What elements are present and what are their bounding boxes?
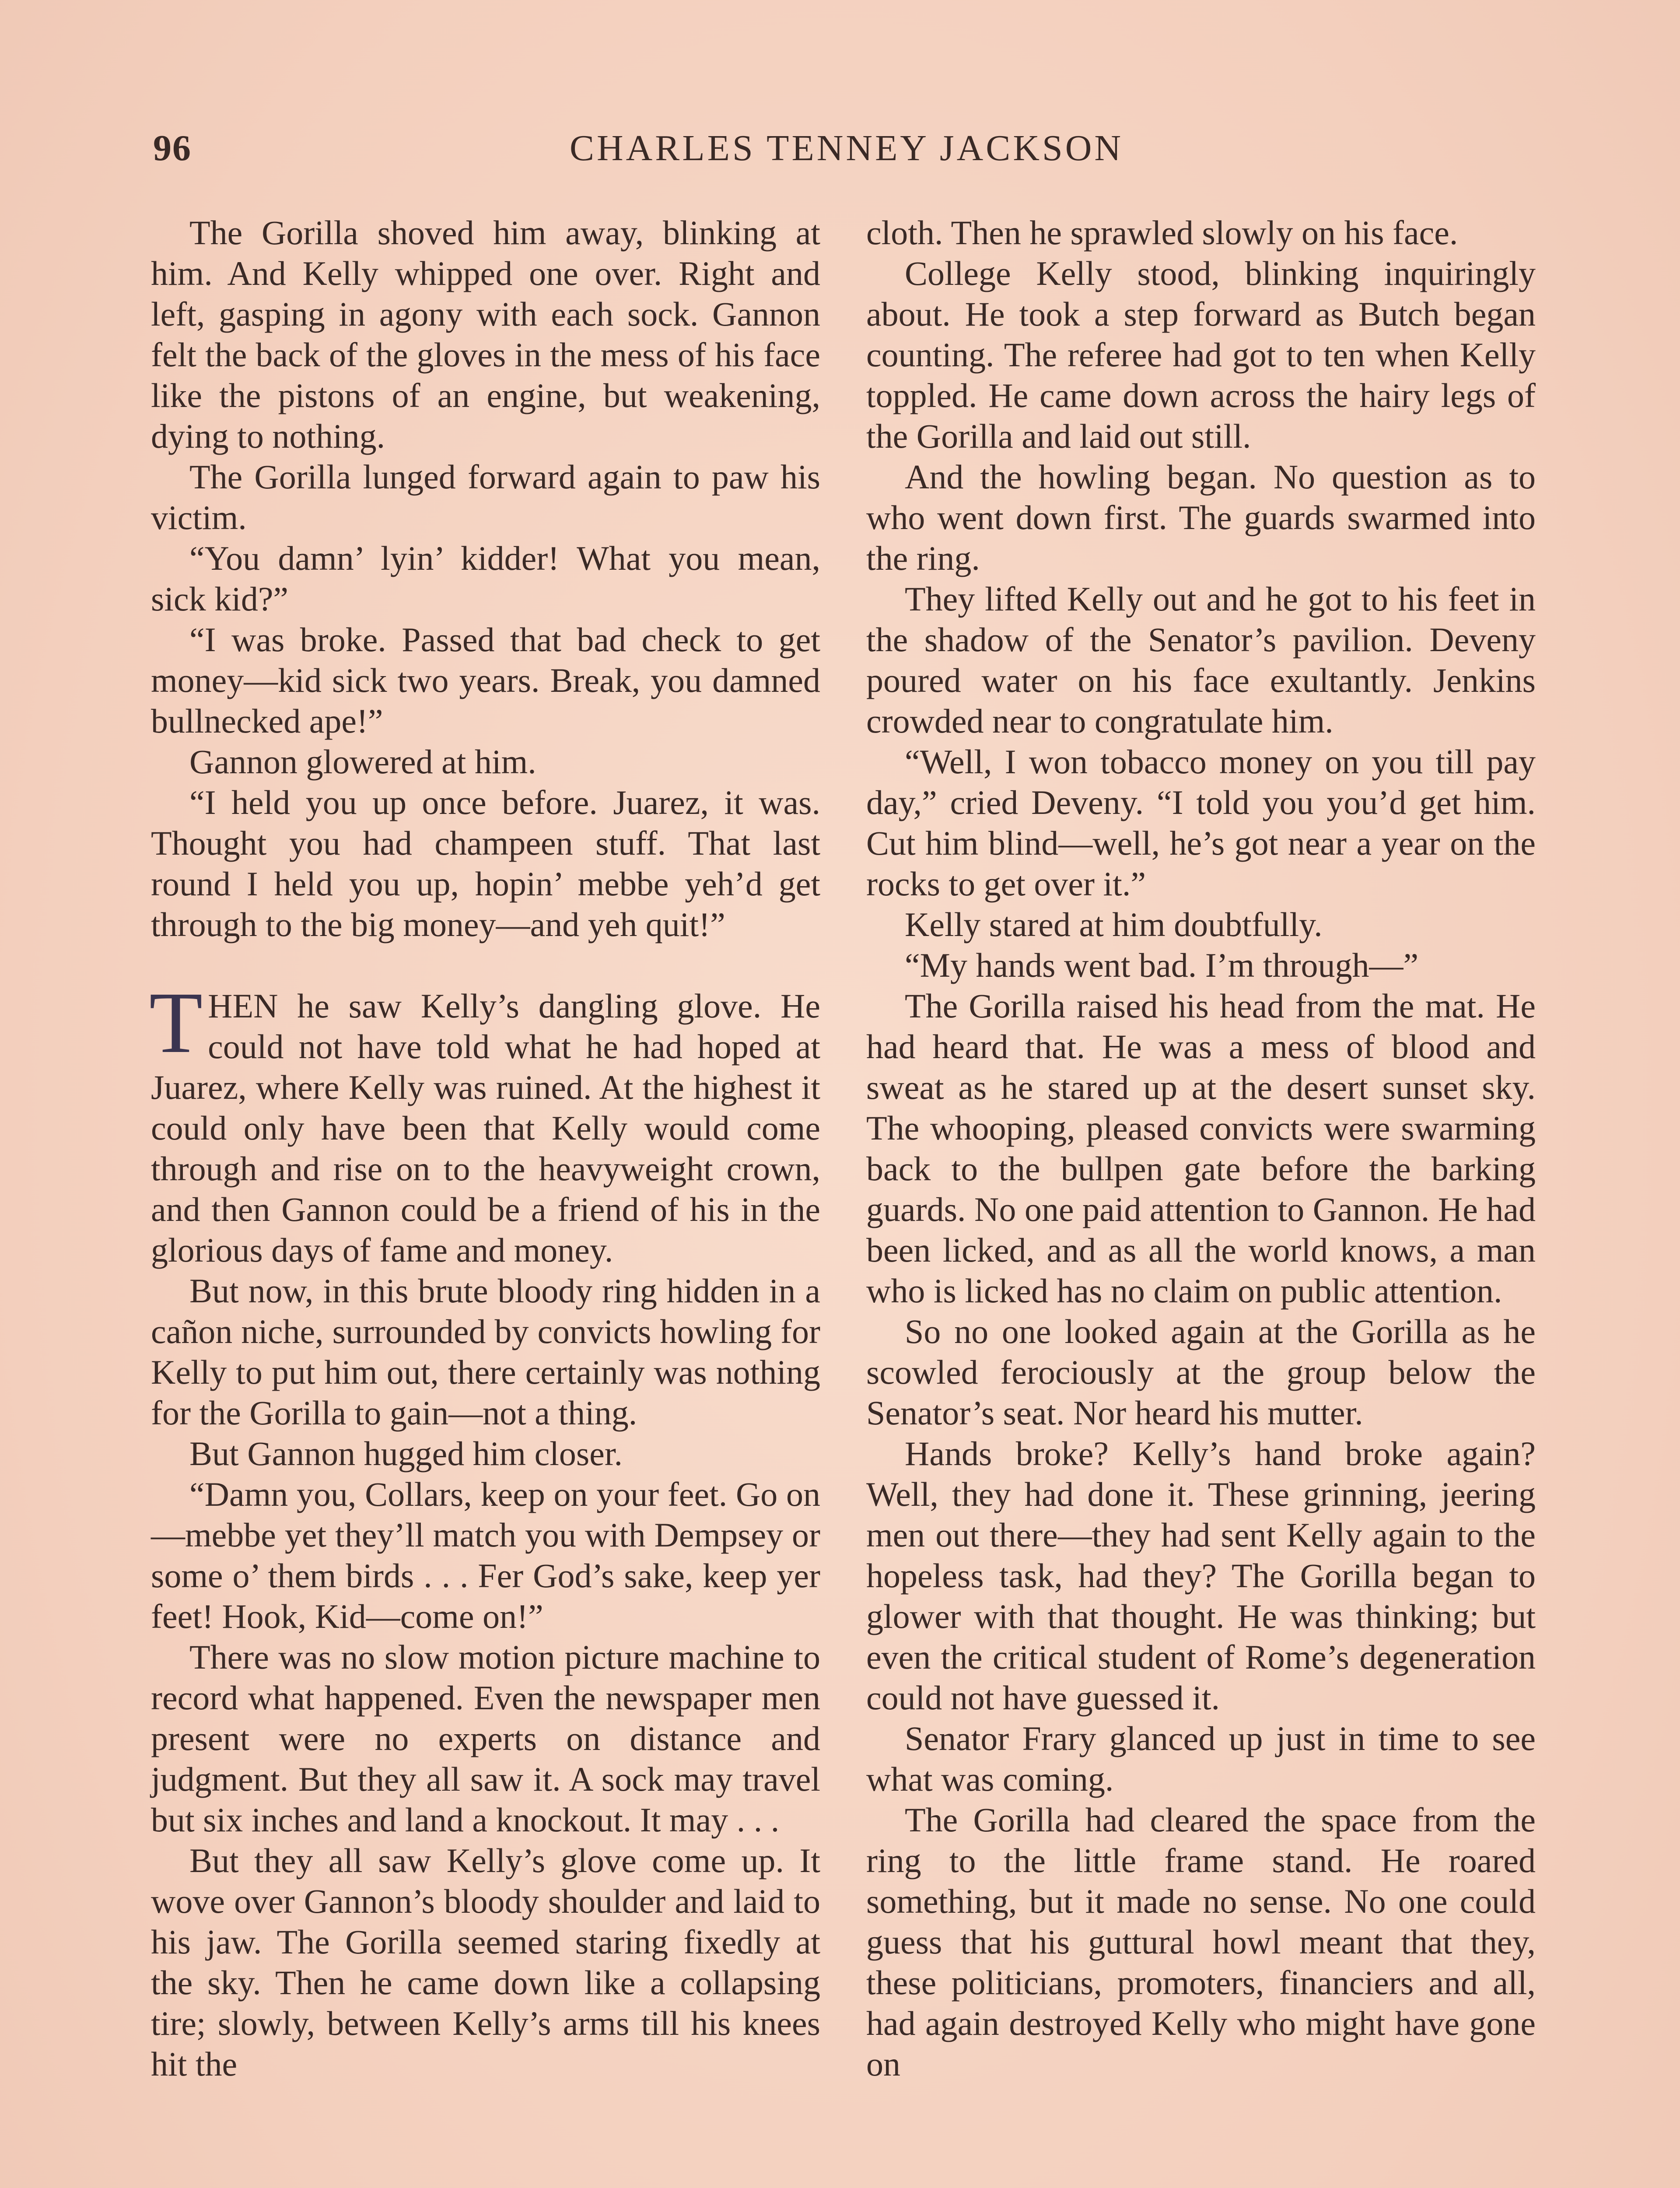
paragraph: But they all saw Kelly’s glove come up. It wove over Gannon’s bloody shoulder and laid to his jaw. The Gorilla seemed staring fixedly at the sky. Then he came down like a collapsing tire; slowly, between Kelly’s arms till his knees hit the (151, 1841, 820, 2083)
section-first-paragraph (149, 975, 820, 1270)
continued-paragraph: cloth. Then he sprawled slowly on his face. (866, 214, 1458, 252)
paragraph: So no one looked again at the Gorilla as he scowled ferociously at the group below the Senator’s seat. Nor heard his mutter. (866, 1312, 1536, 1432)
running-head (153, 127, 1540, 179)
paragraph: “I was broke. Passed that bad check to get money—kid sick two years. Break, you damned bullnecked ape!” (151, 621, 820, 740)
drop-cap: T (149, 975, 203, 1071)
page-number: 96 (153, 128, 192, 168)
paragraph: “Damn you, Collars, keep on your feet. Go on—mebbe yet they’ll match you with Dempsey or some o’ them birds . . . Fer God’s sake, keep yer feet! Hook, Kid—come on!” (151, 1475, 820, 1635)
paragraph: “I held you up once before. Juarez, it was. Thought you had champeen stuff. That last round I held you up, hopin’ mebbe yeh’d get through to the big money—and yeh quit!” (151, 783, 820, 943)
paragraph: Kelly stared at him doubtfully. (905, 905, 1323, 943)
paragraph: Gannon glowered at him. (189, 743, 536, 781)
paragraph: The Gorilla shoved him away, blinking at him. And Kelly whipped one over. Right and left, gasping in agony with each sock. Gannon felt the back of the gloves in the mess of his face like the pistons of an engine, but weakening, dying to nothing. (151, 214, 820, 455)
paragraph: They lifted Kelly out and he got to his feet in the shadow of the Senator’s pavilion. Deveny poured water on his face exultantly. Jenkins crowded near to congratulate him. (866, 580, 1536, 740)
paragraph: The Gorilla raised his head from the mat. He had heard that. He was a mess of blood and sweat as he stared up at the desert sunset sky. The whooping, pleased convicts were swarming back to the bullpen gate before the barking guards. No one paid attention to Gannon. He had been licked, and as all the world knows, a man who is licked has no claim on public attention. (866, 987, 1536, 1310)
paragraph: But now, in this brute bloody ring hidden in a cañon niche, surrounded by convicts howling for Kelly to put him out, there certainly was nothing for the Gorilla to gain—not a thing. (151, 1272, 820, 1432)
running-head-title: CHARLES TENNEY JACKSON (569, 128, 1124, 168)
paragraph: The Gorilla lunged forward again to paw his victim. (151, 458, 820, 536)
left-column (151, 212, 820, 2084)
paragraph: Senator Frary glanced up just in time to see what was coming. (866, 1719, 1536, 1798)
paragraph: “You damn’ lyin’ kidder! What you mean, sick kid?” (151, 539, 820, 618)
paragraph: College Kelly stood, blinking inquiringly about. He took a step forward as Butch began counting. The referee had got to ten when Kelly toppled. He came down across the hairy legs of the Gorilla and laid out still. (866, 254, 1536, 455)
paragraph: “Well, I won tobacco money on you till pay day,” cried Deveny. “I told you you’d get him. Cut him blind—well, he’s got near a year on the rocks to get over it.” (866, 743, 1536, 903)
paragraph: There was no slow motion picture machine to record what happened. Even the newspaper men present were no experts on distance and judgment. But they all saw it. A sock may travel but six inches and land a knockout. It may . . . (151, 1638, 820, 1839)
paragraph: The Gorilla had cleared the space from the ring to the little frame stand. He roared something, but it made no sense. No one could guess that his guttural howl meant that they, these politicians, promoters, financiers and all, had again destroyed Kelly who might have gone on (866, 1801, 1536, 2083)
paragraph: “My hands went bad. I’m through—” (905, 946, 1419, 984)
paragraph: Hands broke? Kelly’s hand broke again? Well, they had done it. These grinning, jeering men out there—they had sent Kelly again to the hopeless task, had they? The Gorilla began to glower with that thought. He was thinking; but even the critical student of Rome’s degeneration could not have guessed it. (866, 1434, 1536, 1717)
paragraph: And the howling began. No question as to who went down first. The guards swarmed into the ring. (866, 458, 1536, 577)
right-column (866, 212, 1536, 2084)
paragraph: But Gannon hugged him closer. (189, 1434, 623, 1473)
section-first-text: HEN he saw Kelly’s dangling glove. He could not have told what he had hoped at Juarez, where Kelly was ruined. At the highest it could only have been that Kelly would come through and rise on to the heavyweight crown, and then Gannon could be a friend of his in the glorious days of fame and money. (151, 987, 820, 1269)
